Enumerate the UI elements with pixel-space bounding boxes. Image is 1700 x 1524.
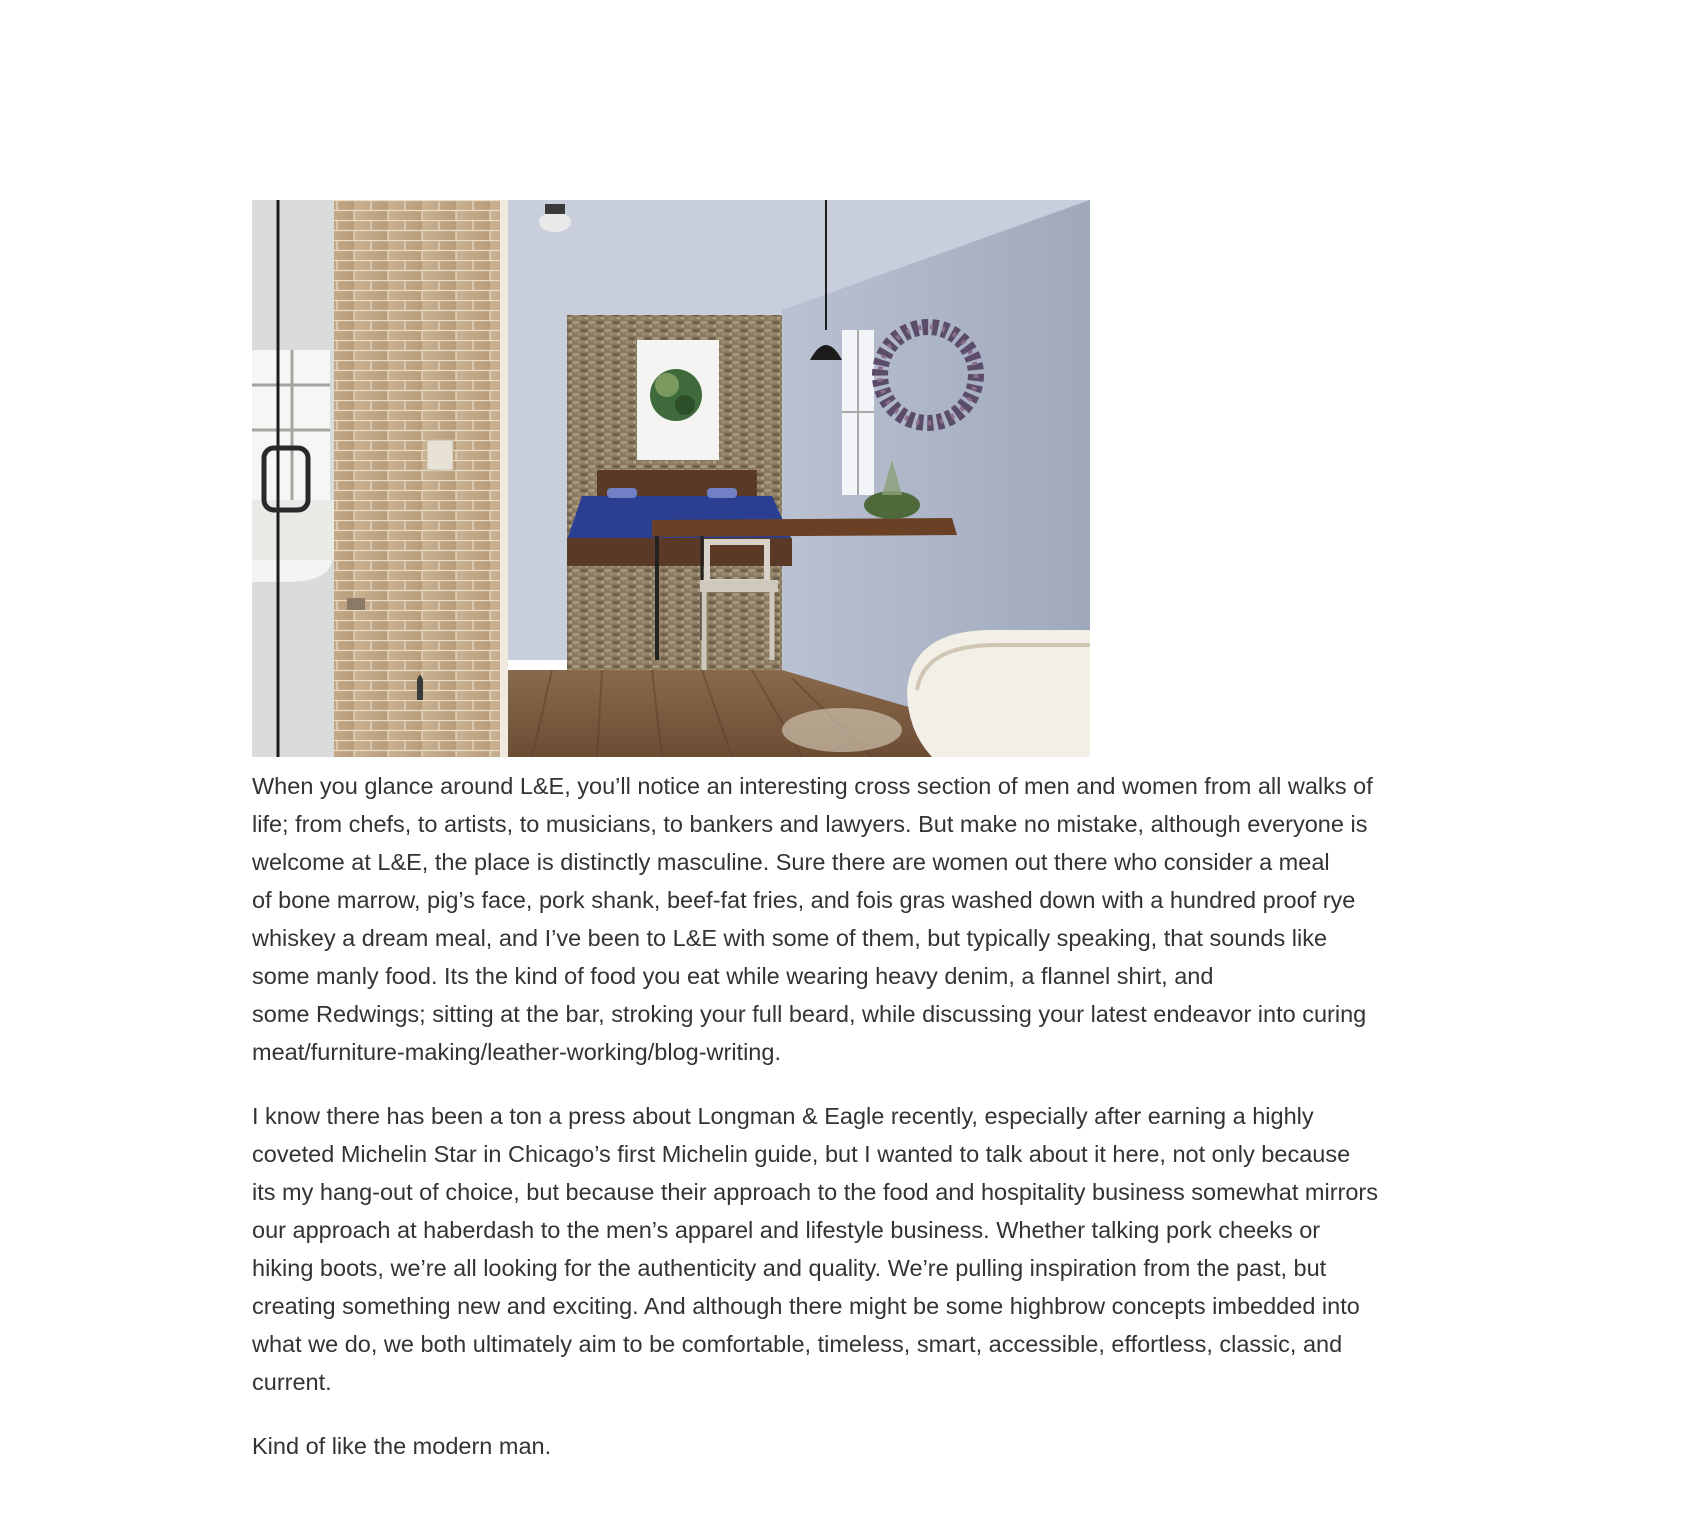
article-paragraph-1: When you glance around L&E, you’ll notice an interesting cross section of men and women from all walks of life; from chefs, to artists, to musicians, to bankers and lawyers. But make no mistake, although everyone is welcome at L&E, the place is distinctly masculine. Sure there are women out there who consider a meal of bone marrow, pig’s face, pork shank, beef-fat fries, and fois gras washed down with a hundred proof rye whiskey a dream meal, and I’ve been to L&E with some of them, but typically speaking, that sounds like some manly food. Its the kind of food you eat while wearing heavy denim, a flannel shirt, and some Redwings; sitting at the bar, stroking your full beard, while discussing your latest endeavor into curing meat/furniture-making/leather-working/blog-writing. [252, 773, 1373, 1065]
article-page [252, 200, 1482, 1491]
hotel-room-photo [252, 200, 1090, 757]
article-paragraph-3: Kind of like the modern man. [252, 1433, 552, 1459]
article-body [252, 767, 1482, 1465]
article-paragraph-2: I know there has been a ton a press about Longman & Eagle recently, especially after earning a highly coveted Michelin Star in Chicago’s first Michelin guide, but I wanted to talk about it here, not only because its my hang-out of choice, but because their approach to the food and hospitality business somewhat mirrors our approach at haberdash to the men’s apparel and lifestyle business. Whether talking pork cheeks or hiking boots, we’re all looking for the authenticity and quality. We’re pulling inspiration from the past, but creating something new and exciting. And although there might be some highbrow concepts imbedded into what we do, we both ultimately aim to be comfortable, timeless, smart, accessible, effortless, classic, and current. [252, 1103, 1379, 1395]
